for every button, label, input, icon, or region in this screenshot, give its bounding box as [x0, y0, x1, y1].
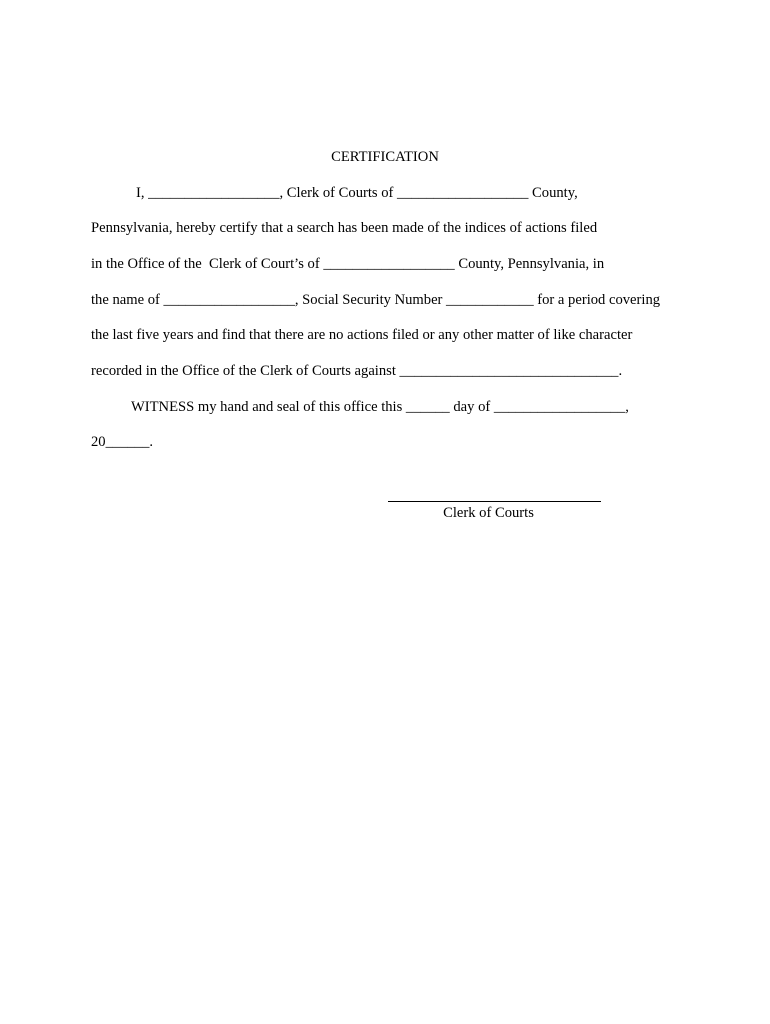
paragraph-1-line-5: the last five years and find that there are no actions filed or any other matter of like character	[91, 327, 633, 343]
paragraph-1-line-3: in the Office of the Clerk of Court’s of __________________ County, Pennsylvania, in	[91, 256, 605, 272]
paragraph-2-line-1: WITNESS my hand and seal of this office this ______ day of __________________,	[131, 399, 629, 415]
document-title: CERTIFICATION	[331, 149, 439, 165]
paragraph-2-line-2: 20______.	[91, 434, 154, 450]
signature-label: Clerk of Courts	[443, 505, 534, 521]
paragraph-1-line-2: Pennsylvania, hereby certify that a search has been made of the indices of actions filed	[91, 220, 598, 236]
signature-line	[388, 501, 601, 502]
paragraph-1-line-6: recorded in the Office of the Clerk of Courts against ______________________________.	[91, 363, 623, 379]
paragraph-1-line-1: I, __________________, Clerk of Courts of __________________ County,	[136, 185, 578, 201]
paragraph-1-line-4: the name of __________________, Social Security Number ____________ for a period covering	[91, 292, 661, 308]
